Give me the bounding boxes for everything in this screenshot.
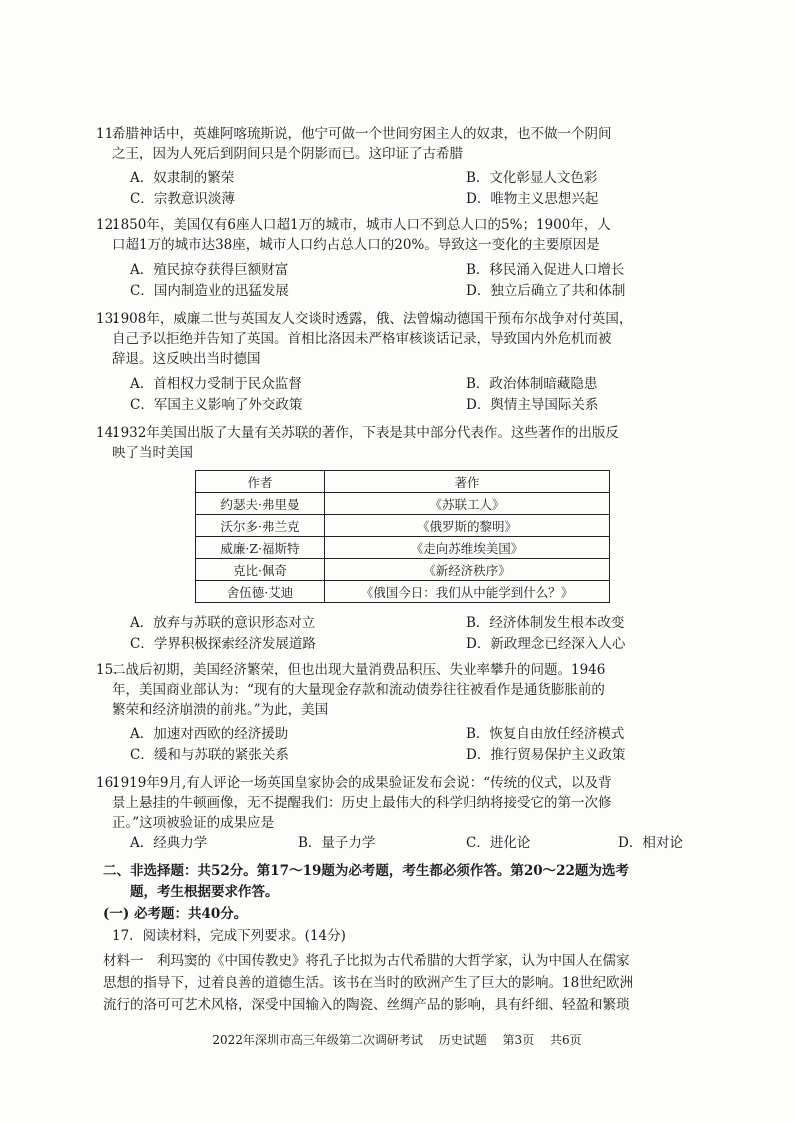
- question-14: [96, 423, 697, 463]
- option-c: C．军国主义影响了外交政策: [130, 397, 303, 413]
- option-d: D．舆情主导国际关系: [466, 397, 599, 413]
- question-line: 年，美国商业部认为：“现有的大量现金存款和流动债券往往被看作是通货膨胀前的: [112, 682, 605, 698]
- question-line: 1850年，美国仅有6座人口超1万的城市，城市人口不到总人口的5%；1900年，人: [112, 217, 611, 233]
- section-2-heading: 二、非选择题：共52分。第17～19题为必考题，考生都必须作答。第20～22题为选考: [103, 863, 629, 879]
- question-line: 映了当时美国: [112, 445, 193, 461]
- material-line: 思想的指导下，过着良善的道德生活。该书在当时的欧洲产生了巨大的影响。18世纪欧洲: [103, 975, 634, 991]
- table-row: [196, 537, 610, 559]
- question-number: 11.: [96, 126, 118, 142]
- option-c: C．宗教意识淡薄: [130, 191, 235, 207]
- question-line: 口超1万的城市达38座，城市人口约占总人口的20%。导致这一变化的主要原因是: [112, 237, 600, 253]
- option-a: A．殖民掠夺获得巨额财富: [130, 262, 289, 278]
- question-13: [96, 309, 697, 369]
- question-line: 辞退。这反映出当时德国: [112, 351, 261, 367]
- option-b: B．经济体制发生根本改变: [466, 615, 625, 631]
- page-footer: [0, 1031, 794, 1048]
- option-a: A．放弃与苏联的意识形态对立: [130, 615, 316, 631]
- author-cell: 沃尔多·弗兰克: [196, 515, 325, 537]
- question-number: 16.: [96, 775, 118, 791]
- option-c: C．缓和与苏联的紧张关系: [130, 747, 289, 763]
- material-line: 流行的洛可可艺术风格，深受中国输入的陶瓷、丝绸产品的影响，具有纤细、轻盈和繁琐: [103, 997, 630, 1013]
- option-b: B．恢复自由放任经济模式: [466, 726, 625, 742]
- author-cell: 克比·佩奇: [196, 559, 325, 581]
- question-line: 1932年美国出版了大量有关苏联的著作，下表是其中部分代表作。这些著作的出版反: [112, 425, 619, 441]
- header-author: 作者: [196, 471, 325, 493]
- question-line: 繁荣和经济崩溃的前兆。”为此，美国: [112, 702, 329, 718]
- option-d: D．新政理念已经深入人心: [466, 636, 626, 652]
- question-number: 13.: [96, 311, 118, 327]
- work-cell: 《俄国今日：我们从中能学到什么？》: [325, 581, 610, 603]
- table-row: [196, 493, 610, 515]
- option-d: D．独立后确立了共和体制: [466, 283, 626, 299]
- question-17-prompt: 17．阅读材料，完成下列要求。(14分): [112, 928, 346, 944]
- exam-title: 2022年深圳市高三年级第二次调研考试: [212, 1033, 423, 1047]
- option-c: C．进化论: [466, 835, 531, 851]
- author-cell: 约瑟夫·弗里曼: [196, 493, 325, 515]
- page-number: 第3页: [502, 1033, 535, 1047]
- option-c: C．学界积极探索经济发展道路: [130, 636, 316, 652]
- option-b: B．移民涌入促进人口增长: [466, 262, 625, 278]
- option-a: A．奴隶制的繁荣: [130, 170, 235, 186]
- question-number: 12.: [96, 217, 118, 233]
- works-table: [195, 470, 610, 603]
- option-a: A．首相权力受制于民众监督: [130, 376, 302, 392]
- question-line: 希腊神话中，英雄阿喀琉斯说，他宁可做一个世间穷困主人的奴隶，也不做一个阴间: [112, 126, 612, 142]
- question-12: [96, 215, 697, 255]
- work-cell: 《苏联工人》: [325, 493, 610, 515]
- option-d: D．相对论: [618, 835, 683, 851]
- page-total: 共6页: [550, 1033, 582, 1047]
- question-line: 二战后初期，美国经济繁荣，但也出现大量消费品积压、失业率攀升的问题。1946: [112, 662, 606, 678]
- question-number: 15.: [96, 662, 118, 678]
- option-b: B．量子力学: [298, 835, 376, 851]
- table-header-row: [196, 471, 610, 493]
- table-row: [196, 559, 610, 581]
- question-line: 景上悬挂的牛顿画像，无不提醒我们：历史上最伟大的科学归纳将接受它的第一次修: [112, 795, 612, 811]
- question-number: 14.: [96, 425, 118, 441]
- question-11: [96, 124, 697, 164]
- material-line: 材料一 利玛窦的《中国传教史》将孔子比拟为古代希腊的大哲学家，认为中国人在儒家: [103, 953, 630, 969]
- table-row: [196, 581, 610, 603]
- option-b: B．政治体制暗藏隐患: [466, 376, 598, 392]
- option-c: C．国内制造业的迅猛发展: [130, 283, 289, 299]
- author-cell: 舍伍德·艾迪: [196, 581, 325, 603]
- subject-label: 历史试题: [438, 1033, 487, 1047]
- option-d: D．唯物主义思想兴起: [466, 191, 599, 207]
- work-cell: 《俄罗斯的黎明》: [325, 515, 610, 537]
- question-line: 之王，因为人死后到阴间只是个阴影而已。这印证了古希腊: [112, 146, 463, 162]
- question-16: [96, 773, 697, 833]
- option-a: A．加速对西欧的经济援助: [130, 726, 289, 742]
- question-line: 自己予以拒绝并告知了英国。首相比洛因未严格审核谈话记录，导致国内外危机而被: [112, 331, 612, 347]
- author-cell: 威廉·Z·福斯特: [196, 537, 325, 559]
- section-2-heading-cont: 题，考生根据要求作答。: [130, 884, 279, 900]
- question-line: 正。”这项被验证的成果应是: [112, 815, 275, 831]
- work-cell: 《走向苏维埃美国》: [325, 537, 610, 559]
- option-d: D．推行贸易保护主义政策: [466, 747, 626, 763]
- work-cell: 《新经济秩序》: [325, 559, 610, 581]
- question-15: [96, 660, 697, 720]
- question-line: 1919年9月,有人评论一场英国皇家协会的成果验证发布会说：“传统的仪式，以及背: [112, 775, 612, 791]
- table-row: [196, 515, 610, 537]
- question-line: 1908年，威廉二世与英国友人交谈时透露，俄、法曾煽动德国干预布尔战争对付英国，: [112, 311, 633, 327]
- option-b: B．文化彰显人文色彩: [466, 170, 598, 186]
- header-work: 著作: [325, 471, 610, 493]
- option-a: A．经典力学: [130, 835, 208, 851]
- sub-section-heading: (一) 必考题：共40分。: [103, 906, 248, 922]
